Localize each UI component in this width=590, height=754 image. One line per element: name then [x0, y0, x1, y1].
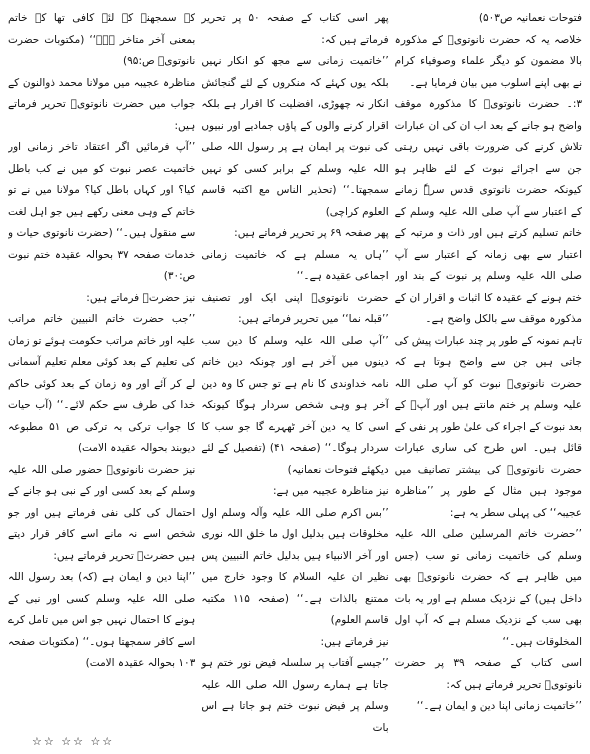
paragraph: نیز فرماتے ہیں:	[320, 635, 389, 648]
text-columns	[8, 8, 582, 748]
paragraph: مناظرہ عجیبہ میں مولانا محمد ذوالنون کے جواب میں حضرت نانوتویؒ تحریر فرماتے ہیں:	[8, 76, 196, 132]
paragraph: خلاصہ یہ کہ حضرت نانوتویؒ کے مذکورہ بالا مضمون کو دیگر علماء وصوفیاء کرام نے بھی اپنے اسلوب میں بیان فرمایا ہے۔	[394, 33, 582, 89]
paragraph: نیز حضرتؒ فرماتے ہیں:	[86, 291, 196, 304]
paragraph: اسی کتاب کے صفحہ ۳۹ پر حضرت نانوتویؒ تحریر فرماتے ہیں کہ:	[394, 657, 582, 691]
paragraph: کے سمجھنے کے لئے کافی تھا کہ خاتم بمعنی آخر متاخر ہے۔‘‘ (مکتوبات حضرت نانوتویؒ ص:۹۵)	[8, 12, 196, 67]
paragraph: ’’اپنا دین و ایمان ہے (کہ) بعد رسول اللہ صلی اللہ علیہ وسلم کسی اور نبی کے ہونے کا احتمال نہیں جو اس میں تامل کرے اسے کافر سمجھتا ہوں۔‘‘ (مکتوبات صفحہ ۱۰۳ بحوالہ عقیدہ الامت)	[8, 571, 196, 669]
paragraph: ’’آپ فرمائیں اگر اعتقاد تاخر زمانی اور خاتمیت عصر نبوت کو میں نے کب باطل کیا؟ اور کہاں باطل کیا؟ مولانا میں نے تو خاتم کے وہی معنی رکھے ہیں جو اہل لغت سے منقول ہیں۔‘‘ (حضرت نانوتوی حیات و خدمات صفحہ ۳۷ بحوالہ عقیدہ ختم نبوت ص:۳۰)	[8, 141, 196, 282]
paragraph: پھر اسی کتاب کے صفحہ ۵۰ پر تحریر فرماتے ہیں کہ:	[201, 12, 389, 46]
paragraph: حضرت نانوتویؒ اپنی ایک اور تصنیف ’’قبلہ نما‘‘ میں تحریر فرماتے ہیں:	[201, 291, 389, 325]
column-right	[395, 8, 582, 748]
paragraph: ’’حضرت خاتم المرسلین صلی اللہ علیہ وسلم کی خاتمیت زمانی تو سب (جس میں ظاہر ہے کہ حضرت نانوتویؒ بھی داخل ہیں) کے نزدیک مسلم ہے اور یہ بات بھی سب کے نزدیک مسلم ہے کہ آپ اول المخلوقات ہیں۔‘‘	[394, 528, 582, 648]
column-left	[8, 8, 195, 748]
paragraph: ’’ہاں یہ مسلم ہے کہ خاتمیت زمانی اجماعی عقیدہ ہے۔‘‘	[201, 248, 389, 282]
column-middle	[201, 8, 388, 748]
paragraph: ’’آپ صلی اللہ علیہ وسلم کا دین سب دینوں میں آخر ہے اور چونکہ دین خاتم نامہ خداوندی کا نام ہے تو جس کا وہ دین آخر ہو وہی شخص سردار ہوگا کیونکہ اسی کا یہ دین آخر ٹھہرے گا جو سب کا سردار ہوگا۔‘‘ (صفحہ ۴۱) (تفصیل کے لئے دیکھئے فتوحات نعمانیہ)	[201, 334, 389, 476]
paragraph: پھر صفحہ ۶۹ پر تحریر فرماتے ہیں:	[234, 227, 389, 239]
paragraph: ’’جیسے آفتاب پر سلسلہ فیض نور ختم ہو جاتا ہے ہمارے رسول اللہ صلی اللہ علیہ وسلم پر فیض نبوت ختم ہو جاتا ہے اس بات	[201, 657, 389, 734]
paragraph: ’’جب حضرت خاتم النبیین خاتم مراتب علیہ اور خاتم مراتب حکومت ہوئے تو زمان کی تعلیم کے بعد کوئی معلم تعلیم آسمانی لے کر آئے اور وہ زمان کے بعد کوئی حاکم خدا کی طرف سے حکم لائے۔‘‘ (آب حیات کا جواب ترکی بہ ترکی ص ۵۱ مطبوعہ دیوبند بحوالہ عقیدہ الامت)	[8, 313, 196, 454]
paragraph: تاہم نمونہ کے طور پر چند عبارات پیش کی جاتی ہیں جن سے واضح ہوتا ہے کہ حضرت نانوتویؒ نبوت کو آپ صلی اللہ علیہ وسلم پر ختم مانتے ہیں اور آپؐ کے بعد نبوت کے اجراء کی علیٰ طور پر نفی کے قائل ہیں۔ اس طرح کی ساری عبارات حضرت نانوتویؒ کی بیشتر تصانیف میں موجود ہیں مثال کے طور پر ’’مناظرہ عجیبہ‘‘ کی پہلی سطر یہ ہے:	[394, 334, 582, 519]
end-stars-ornament: ☆☆ ☆☆ ☆☆	[32, 735, 115, 748]
paragraph: فتوحات نعمانیہ ص۵۰۳)	[478, 12, 582, 24]
paragraph: ’’خاتمیت زمانی سے مجھ کو انکار نہیں بلکہ یوں کہئے کہ منکروں کے لئے گنجائش انکار نہ چھوڑی، افضلیت کا اقرار ہے بلکہ اقرار کرنے والوں کے پاؤں جمادیے اور نبیوں کی نبوت پر ایمان ہے پر رسول اللہ صلی اللہ علیہ وسلم کے برابر کسی کو نہیں سمجھتا۔‘‘ (تحذیر الناس مع اکتبہ قاسم العلوم کراچی)	[201, 55, 389, 218]
paragraph: ۳:۔ حضرت نانوتویؒ کا مذکورہ موقف واضح ہو جانے کے بعد اب ان کی ان عبارات تلاش کرنے کی ضرورت باقی نہیں رہتی جن سے اجرائے نبوت کے لئے ظاہر ہو کیونکہ حضرت نانوتوی قدس سرہٗ زمانے کے اعتبار سے آپ صلی اللہ علیہ وسلم کے خاتم تسلیم کرتے ہیں اور ذات و مرتبہ کے اعتبار سے بھی زمانہ کے اعتبار سے آپ صلی اللہ علیہ وسلم پر نبوت کے بند اور ختم ہونے کے عقیدہ کا اثبات و اقرار ان کے مذکورہ موقف سے بالکل واضح ہے۔	[394, 98, 582, 325]
paragraph: نیز حضرت نانوتویؒ حضور صلی اللہ علیہ وسلم کے بعد کسی اور کے نبی ہو جانے کے احتمال کی کلی نفی فرماتے ہیں اور جو شخص اسے نہ مانے اسے کافر قرار دیتے ہیں حضرتؒ تحریر فرماتے ہیں:	[8, 463, 196, 562]
paragraph: ’’بس اکرم صلی اللہ علیہ وآلہ وسلم اول مخلوقات ہیں بدلیل اول ما خلق اللہ نوری اور آخر الانبیاء ہیں بدلیل خاتم النبیین پس نظیر ان علیہ السلام کا وجود خارج میں ممتنع بالذات ہے۔‘‘ (صفحہ ۱۱۵ مکتبہ قاسم العلوم)	[201, 506, 389, 626]
paragraph: نیز مناظرہ عجیبہ میں ہے:	[272, 485, 389, 497]
paragraph: ’’خاتمیت زمانی اپنا دین و ایمان ہے۔‘‘	[416, 700, 582, 712]
